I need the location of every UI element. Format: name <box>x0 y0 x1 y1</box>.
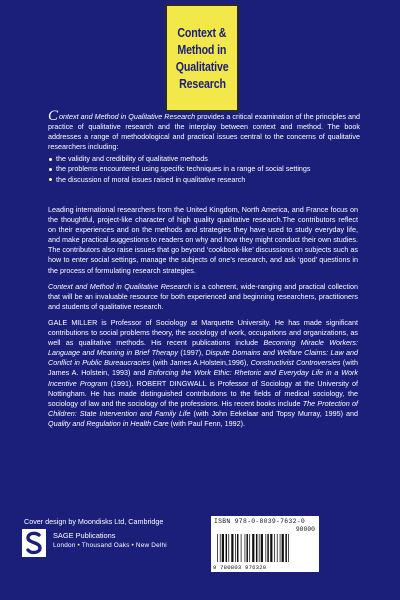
book-title-italic: The Protection of Children: State Intervention and Family Life <box>48 398 358 418</box>
book-title-italic: Context and Method in Qualitative Research <box>48 281 192 291</box>
author-bio-text: (1991). ROBERT DINGWALL is Professor of Sociology at the University of Nottingham. He has made distinguished contributions to the fields of medical sociology, the sociology of law and the sociology of the professions. His recent books include <box>48 378 359 408</box>
book-title-italic: Constructivist Controversies <box>250 358 341 368</box>
title-line: Context & <box>177 25 227 40</box>
author-bio-text: (with Paul Fenn, 1992). <box>168 418 245 428</box>
paragraph-contributors: Leading international researchers from the United Kingdom, North America, and France focus on the thoughtful, project-like character of high quality qualitative research.The contributors reflect on their experiences and on the methods and strategies they have used to study everyday life, and make practical suggestions to readers on why and how they might conduct their own studies. The contributors also raise issues that go beyond ‘cookbook-like’ discussions on subjects such as how to enter social settings, manage the subjects of one's research, and ask ‘good’ questions in the process of formulating research strategies. <box>48 205 358 275</box>
barcode-icon <box>215 534 315 562</box>
author-bio-text: (with James A. Holstein, 1993) and <box>48 358 358 378</box>
barcode-number: 9 780803 976320 <box>213 564 267 571</box>
publisher-block <box>53 531 167 551</box>
author-bio-text: (with John Eekelaar and Topsy Murray, 1995) and <box>190 408 358 418</box>
publisher-name: SAGE Publications <box>53 531 116 540</box>
title-box <box>165 4 239 112</box>
author-bio-text: GALE MILLER is Professor of Sociology at Marquette University. He has made significant contributions to social problems theory, the sociology of work, occupations and organizations, as well as qualitative methods. His recent publications include <box>48 317 358 348</box>
book-title-italic: Dispute Domains and Welfare Claims: Law and Conflict in Public Bureaucracies <box>48 348 358 368</box>
bullet-list <box>48 154 360 184</box>
bullet-item: the problems encountered using specific techniques in a range of social settings <box>48 164 360 174</box>
blurb-intro <box>48 108 361 152</box>
barcode-box <box>211 516 319 572</box>
price-code: 90000 <box>295 526 315 533</box>
title-line: Research <box>178 76 226 91</box>
bullet-item: the validity and credibility of qualitative methods <box>48 154 360 164</box>
paragraph-summary-text: is a coherent, wide-ranging and practical collection that will be an invaluable resource for both experienced and beginning researchers, practitioners and students of qualitative research. <box>48 281 358 311</box>
blurb-intro-text: provides a critical examination of the principles and practice of qualitative research and the interplay between context and method. The book addresses a range of methodological and practical issues central to the concerns of qualitative researchers including: <box>48 112 361 152</box>
paragraph-summary <box>48 282 358 312</box>
publisher-cities: London • Thousand Oaks • New Delhi <box>53 542 167 549</box>
drop-cap: C <box>48 108 59 124</box>
paragraph-authors <box>48 318 358 429</box>
author-bio-text: (with James A.Holstein,1996), <box>150 358 251 368</box>
title-line: Qualitative <box>175 59 229 74</box>
title-line: Method in <box>177 42 227 57</box>
book-title-italic: Becoming Miracle Workers: Language and Meaning in Brief Therapy <box>48 338 358 358</box>
sage-logo-icon <box>22 529 46 557</box>
bullet-item: the discussion of moral issues raised in qualitative research <box>48 175 360 185</box>
body-text <box>48 205 358 435</box>
cover-design-credit: Cover design by Moondisks Ltd, Cambridge <box>24 517 164 526</box>
blurb <box>48 108 361 204</box>
book-title-italic: Enforcing the Work Ethic: Rhetoric and Everyday Life in a Work Incentive Program <box>48 368 358 388</box>
isbn-text: ISBN 978-0-8039-7632-0 <box>214 518 305 525</box>
book-title-italic: ontext and Method in Qualitative Research <box>59 112 196 121</box>
author-bio-text: (1997), <box>177 348 206 358</box>
book-title-italic: Quality and Regulation in Health Care <box>48 418 169 428</box>
